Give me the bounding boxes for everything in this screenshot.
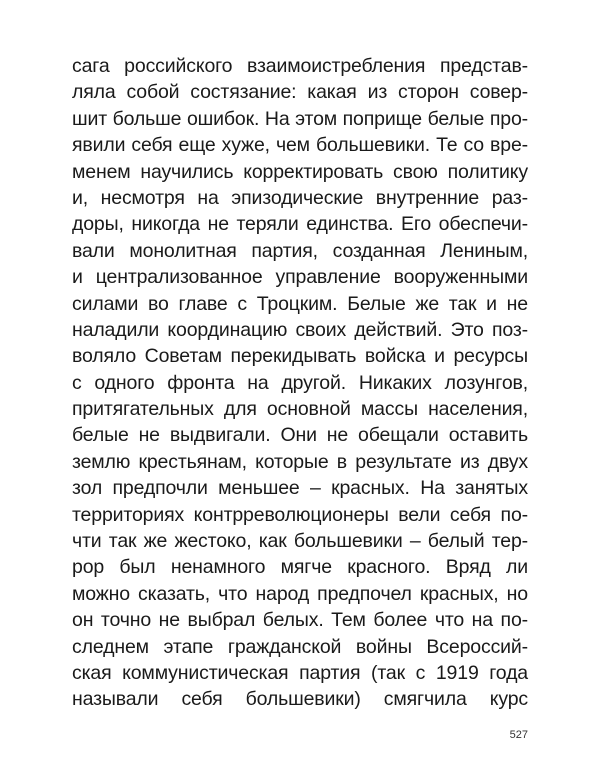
text-line: явили себя еще хуже, чем большевики. Те со вре-	[72, 134, 528, 157]
text-line: сага российского взаимоистребления представ-	[72, 55, 528, 77]
text-line: шит больше ошибок. На этом поприще белые про-	[72, 107, 528, 130]
text-line: и, несмотря на эпизодические внутренние раз-	[72, 186, 528, 209]
text-line: зол предпочли меньшее – красных. На занятых	[72, 477, 528, 500]
text-line: белые не выдвигали. Они не обещали оставить	[72, 424, 528, 447]
text-line: чти так же жестоко, как большевики – белый тер-	[72, 530, 528, 553]
text-line: ляла собой состязание: какая из сторон совер-	[72, 81, 528, 104]
text-line: называли себя большевики) смягчила курс	[72, 688, 528, 711]
text-line: и централизованное управление вооруженными	[72, 266, 528, 289]
body-text	[72, 53, 528, 713]
page-number: 527	[509, 729, 528, 741]
text-line: наладили координацию своих действий. Это поз-	[72, 318, 528, 341]
text-line: притягательных для основной массы населения,	[72, 398, 528, 421]
text-line: менем научились корректировать свою политику	[72, 160, 528, 183]
text-line: доры, никогда не теряли единства. Его обеспечи-	[72, 213, 528, 236]
text-line: с одного фронта на другой. Никаких лозунгов,	[72, 371, 528, 394]
text-line: вали монолитная партия, созданная Лениным,	[72, 239, 528, 262]
text-line: силами во главе с Троцким. Белые же так и не	[72, 292, 528, 315]
text-line: ская коммунистическая партия (так с 1919 года	[72, 661, 528, 684]
text-line: следнем этапе гражданской войны Всероссий-	[72, 635, 528, 658]
text-line: он точно не выбрал белых. Тем более что на по-	[72, 609, 528, 632]
text-line: территориях контрреволюционеры вели себя по-	[72, 503, 528, 526]
text-line: воляло Советам перекидывать войска и ресурсы	[72, 345, 528, 368]
text-line: можно сказать, что народ предпочел красных, но	[72, 582, 528, 605]
text-line: рор был ненамного мягче красного. Вряд ли	[72, 556, 528, 579]
text-line: землю крестьянам, которые в результате из двух	[72, 450, 528, 473]
